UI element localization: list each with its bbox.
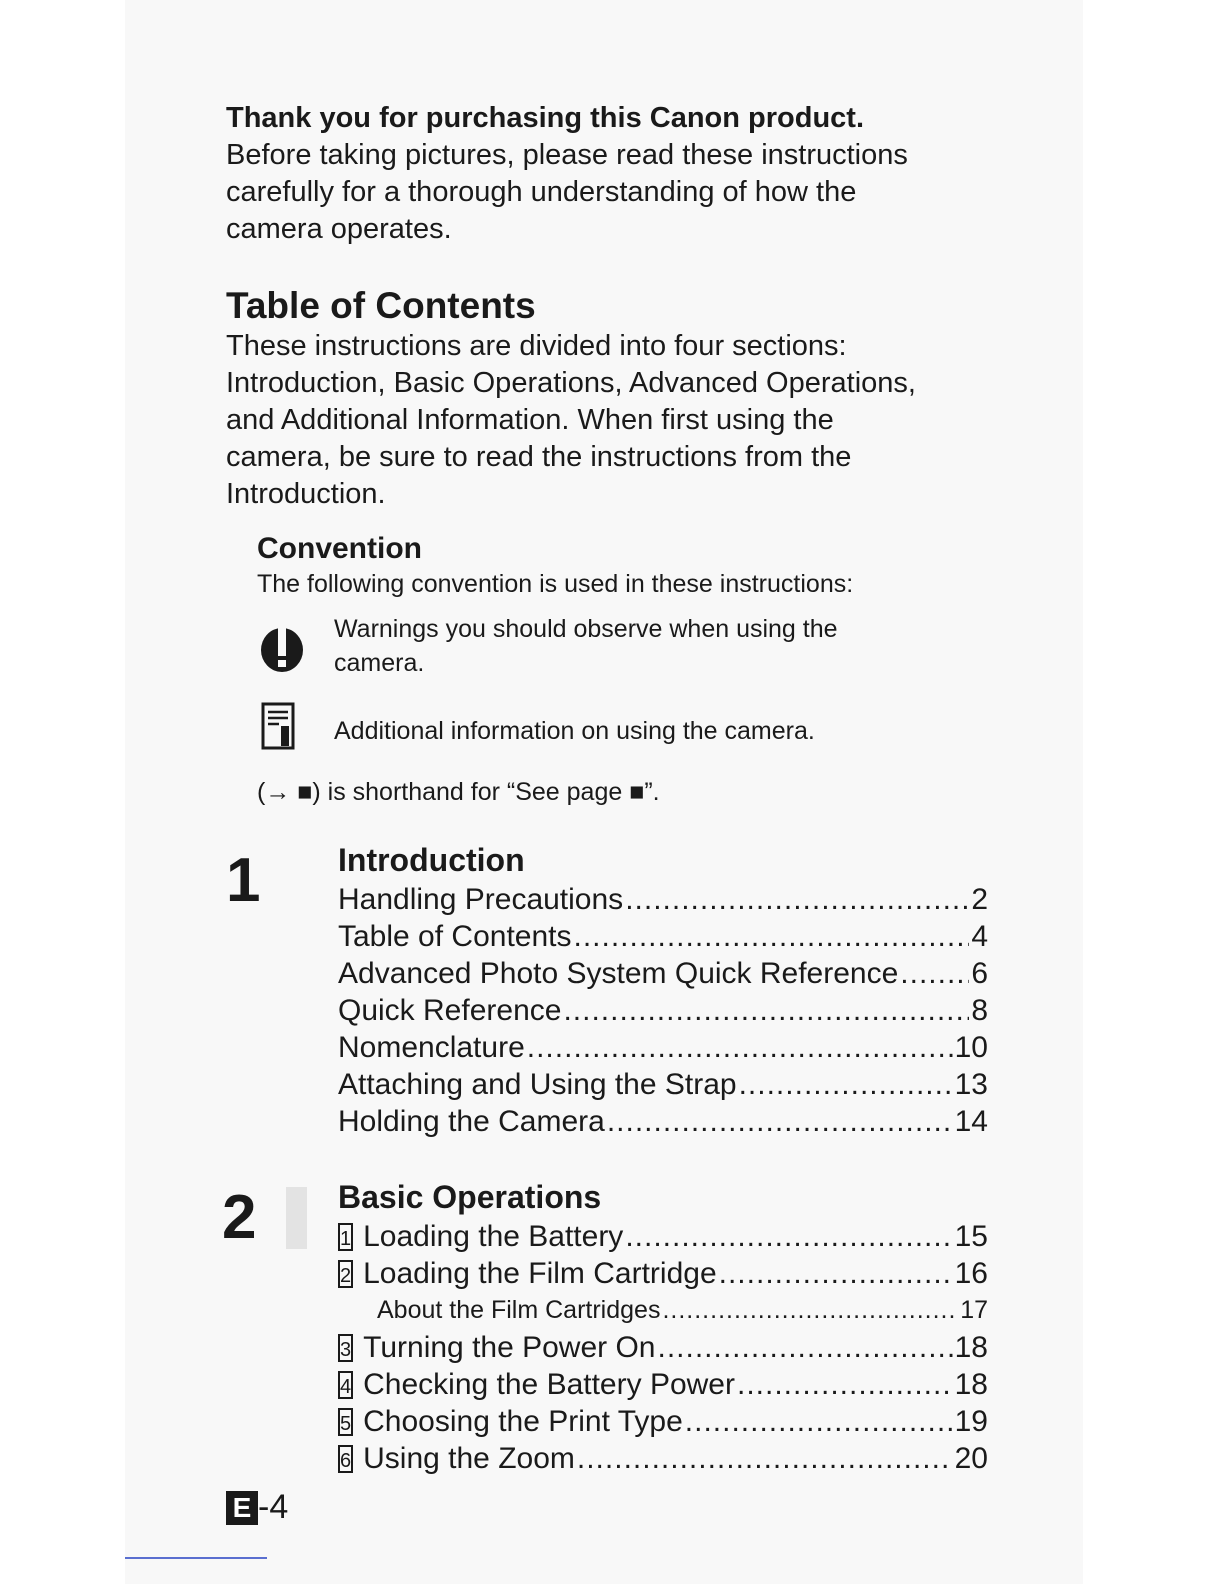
step-number-box: 2 bbox=[338, 1260, 353, 1288]
page-footer bbox=[226, 1488, 288, 1527]
toc-entry[interactable]: 5 Choosing the Print Type ..... 19 bbox=[338, 1403, 988, 1440]
info-text: Additional information on using the camera. bbox=[334, 717, 815, 745]
step-number-box: 4 bbox=[338, 1371, 353, 1399]
step-number-box: 1 bbox=[338, 1223, 353, 1251]
section-number: 2 bbox=[222, 1183, 257, 1252]
toc-entry[interactable]: 4 Checking the Battery Power ..... 18 bbox=[338, 1366, 988, 1403]
toc-entry[interactable]: Attaching and Using the Strap ..... 13 bbox=[338, 1066, 988, 1103]
page-number: -4 bbox=[258, 1488, 289, 1526]
convention-info bbox=[257, 710, 957, 758]
warning-line: camera. bbox=[334, 649, 425, 677]
intro-paragraph bbox=[226, 100, 1006, 248]
toc-entry[interactable]: 3 Turning the Power On ..... 18 bbox=[338, 1329, 988, 1366]
toc-entry[interactable]: Nomenclature ..... 10 bbox=[338, 1029, 988, 1066]
divider-line bbox=[125, 1557, 267, 1559]
language-badge: E bbox=[226, 1491, 258, 1525]
toc-entry[interactable]: Handling Precautions ..... 2 bbox=[338, 881, 988, 918]
toc-entry[interactable]: Holding the Camera ..... 14 bbox=[338, 1103, 988, 1140]
basic-operations-toc-list bbox=[338, 1218, 988, 1477]
memo-icon bbox=[257, 702, 299, 761]
convention-warning bbox=[257, 612, 957, 682]
warning-line: Warnings you should observe when using the bbox=[334, 615, 838, 643]
toc-entry[interactable]: 2 Loading the Film Cartridge ..... 16 bbox=[338, 1255, 988, 1292]
section-title-basic-operations: Basic Operations bbox=[338, 1179, 602, 1215]
toc-entry[interactable]: Table of Contents ..... 4 bbox=[338, 918, 988, 955]
introduction-toc-list bbox=[338, 881, 988, 1140]
toc-line: camera, be sure to read the instructions from the bbox=[226, 441, 852, 473]
intro-line: camera operates. bbox=[226, 213, 452, 245]
toc-entry[interactable]: 6 Using the Zoom ..... 20 bbox=[338, 1440, 988, 1477]
step-number-box: 3 bbox=[338, 1334, 353, 1362]
toc-line: Introduction, Basic Operations, Advanced Operations, bbox=[226, 367, 916, 399]
convention-description: The following convention is used in these instructions: bbox=[257, 570, 854, 598]
toc-subentry[interactable]: About the Film Cartridges ..... 17 bbox=[338, 1292, 988, 1329]
toc-entry[interactable]: Quick Reference ..... 8 bbox=[338, 992, 988, 1029]
toc-line: These instructions are divided into four sections: bbox=[226, 330, 847, 362]
intro-line: Before taking pictures, please read these instructions bbox=[226, 139, 908, 171]
section-title-introduction: Introduction bbox=[338, 842, 525, 878]
toc-entry[interactable]: Advanced Photo System Quick Reference ..... 6 bbox=[338, 955, 988, 992]
section-number: 1 bbox=[226, 846, 261, 915]
toc-description bbox=[226, 328, 1006, 513]
convention-title: Convention bbox=[257, 532, 422, 565]
toc-title: Table of Contents bbox=[226, 285, 536, 326]
intro-heading: Thank you for purchasing this Canon product. bbox=[226, 102, 865, 134]
toc-entry[interactable]: 1 Loading the Battery ..... 15 bbox=[338, 1218, 988, 1255]
warning-icon bbox=[257, 620, 307, 685]
section-tab-marker bbox=[286, 1187, 307, 1249]
page-reference-note: (→ ■) is shorthand for “See page ■”. bbox=[257, 778, 660, 806]
step-number-box: 6 bbox=[338, 1445, 353, 1473]
step-number-box: 5 bbox=[338, 1408, 353, 1436]
toc-line: and Additional Information. When first using the bbox=[226, 404, 834, 436]
intro-line: carefully for a thorough understanding of how the bbox=[226, 176, 857, 208]
toc-line: Introduction. bbox=[226, 478, 386, 510]
